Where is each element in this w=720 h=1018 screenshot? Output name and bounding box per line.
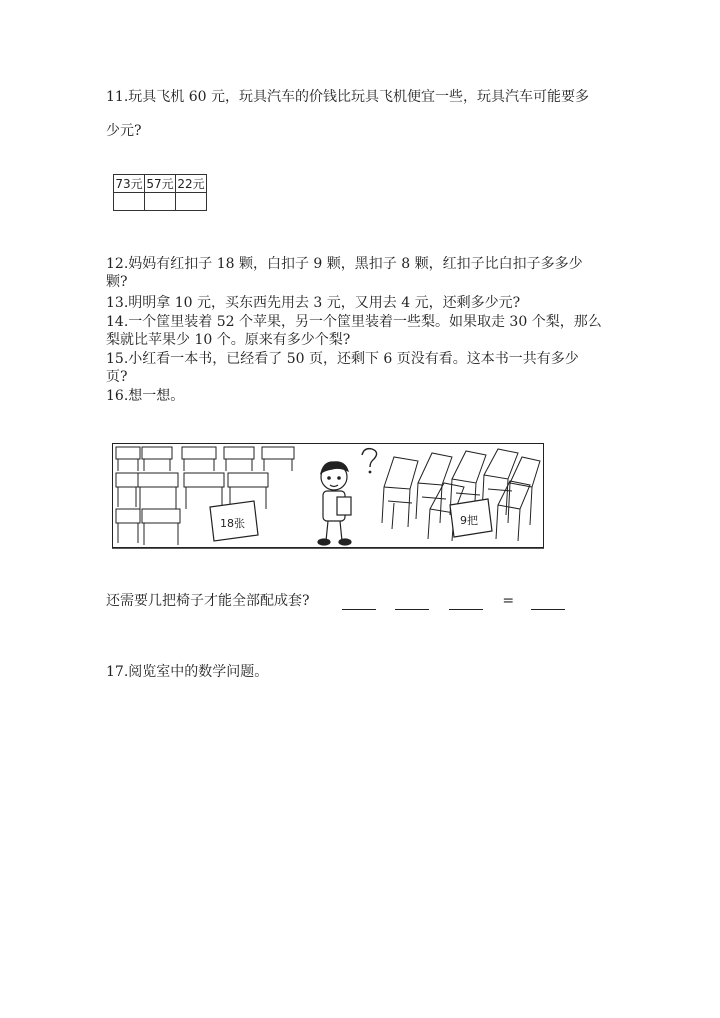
blank-2[interactable] [395,595,429,610]
q17-line1: 17.阅览室中的数学问题。 [106,664,269,680]
q11-line2: 少元? [106,123,142,139]
q16-line1: 16.想一想。 [106,388,185,404]
answer-box-22[interactable] [176,193,207,211]
q15-line2: 页? [106,369,128,385]
desks-and-chairs-illustration [112,443,544,550]
option-57: 57元 [145,175,176,193]
equals-sign: = [502,593,515,609]
sign-chairs [450,499,492,537]
q11-line1: 11.玩具飞机 60 元，玩具汽车的价钱比玩具飞机便宜一些，玩具汽车可能要多 [106,89,589,105]
q14-line1: 14.一个筐里装着 52 个苹果，另一个筐里装着一些梨。如果取走 30 个梨，那么 [106,314,602,330]
q15-line1: 15.小红看一本书，已经看了 50 页，还剩下 6 页没有看。这本书一共有多少 [106,351,579,367]
q13-line1: 13.明明拿 10 元，买东西先用去 3 元，又用去 4 元，还剩多少元? [106,295,521,311]
q11-options-table [113,174,207,211]
blank-1[interactable] [342,595,376,610]
q14-line2: 梨就比苹果少 10 个。原来有多少个梨? [106,332,351,348]
blank-result[interactable] [531,595,565,610]
answer-box-57[interactable] [145,193,176,211]
q12-line1: 12.妈妈有红扣子 18 颗，白扣子 9 颗，黑扣子 8 颗，红扣子比白扣子多多少 [106,256,583,272]
sign-desks [210,501,258,541]
q12-line2: 颗? [106,274,128,290]
sign-chairs-label: 9把 [460,514,478,527]
q16-answer-blanks [342,592,580,610]
option-73: 73元 [114,175,145,193]
q16-question: 还需要几把椅子才能全部配成套? [106,593,310,609]
blank-3[interactable] [449,595,483,610]
sign-desks-label: 18张 [220,517,245,530]
option-22: 22元 [176,175,207,193]
answer-box-73[interactable] [114,193,145,211]
